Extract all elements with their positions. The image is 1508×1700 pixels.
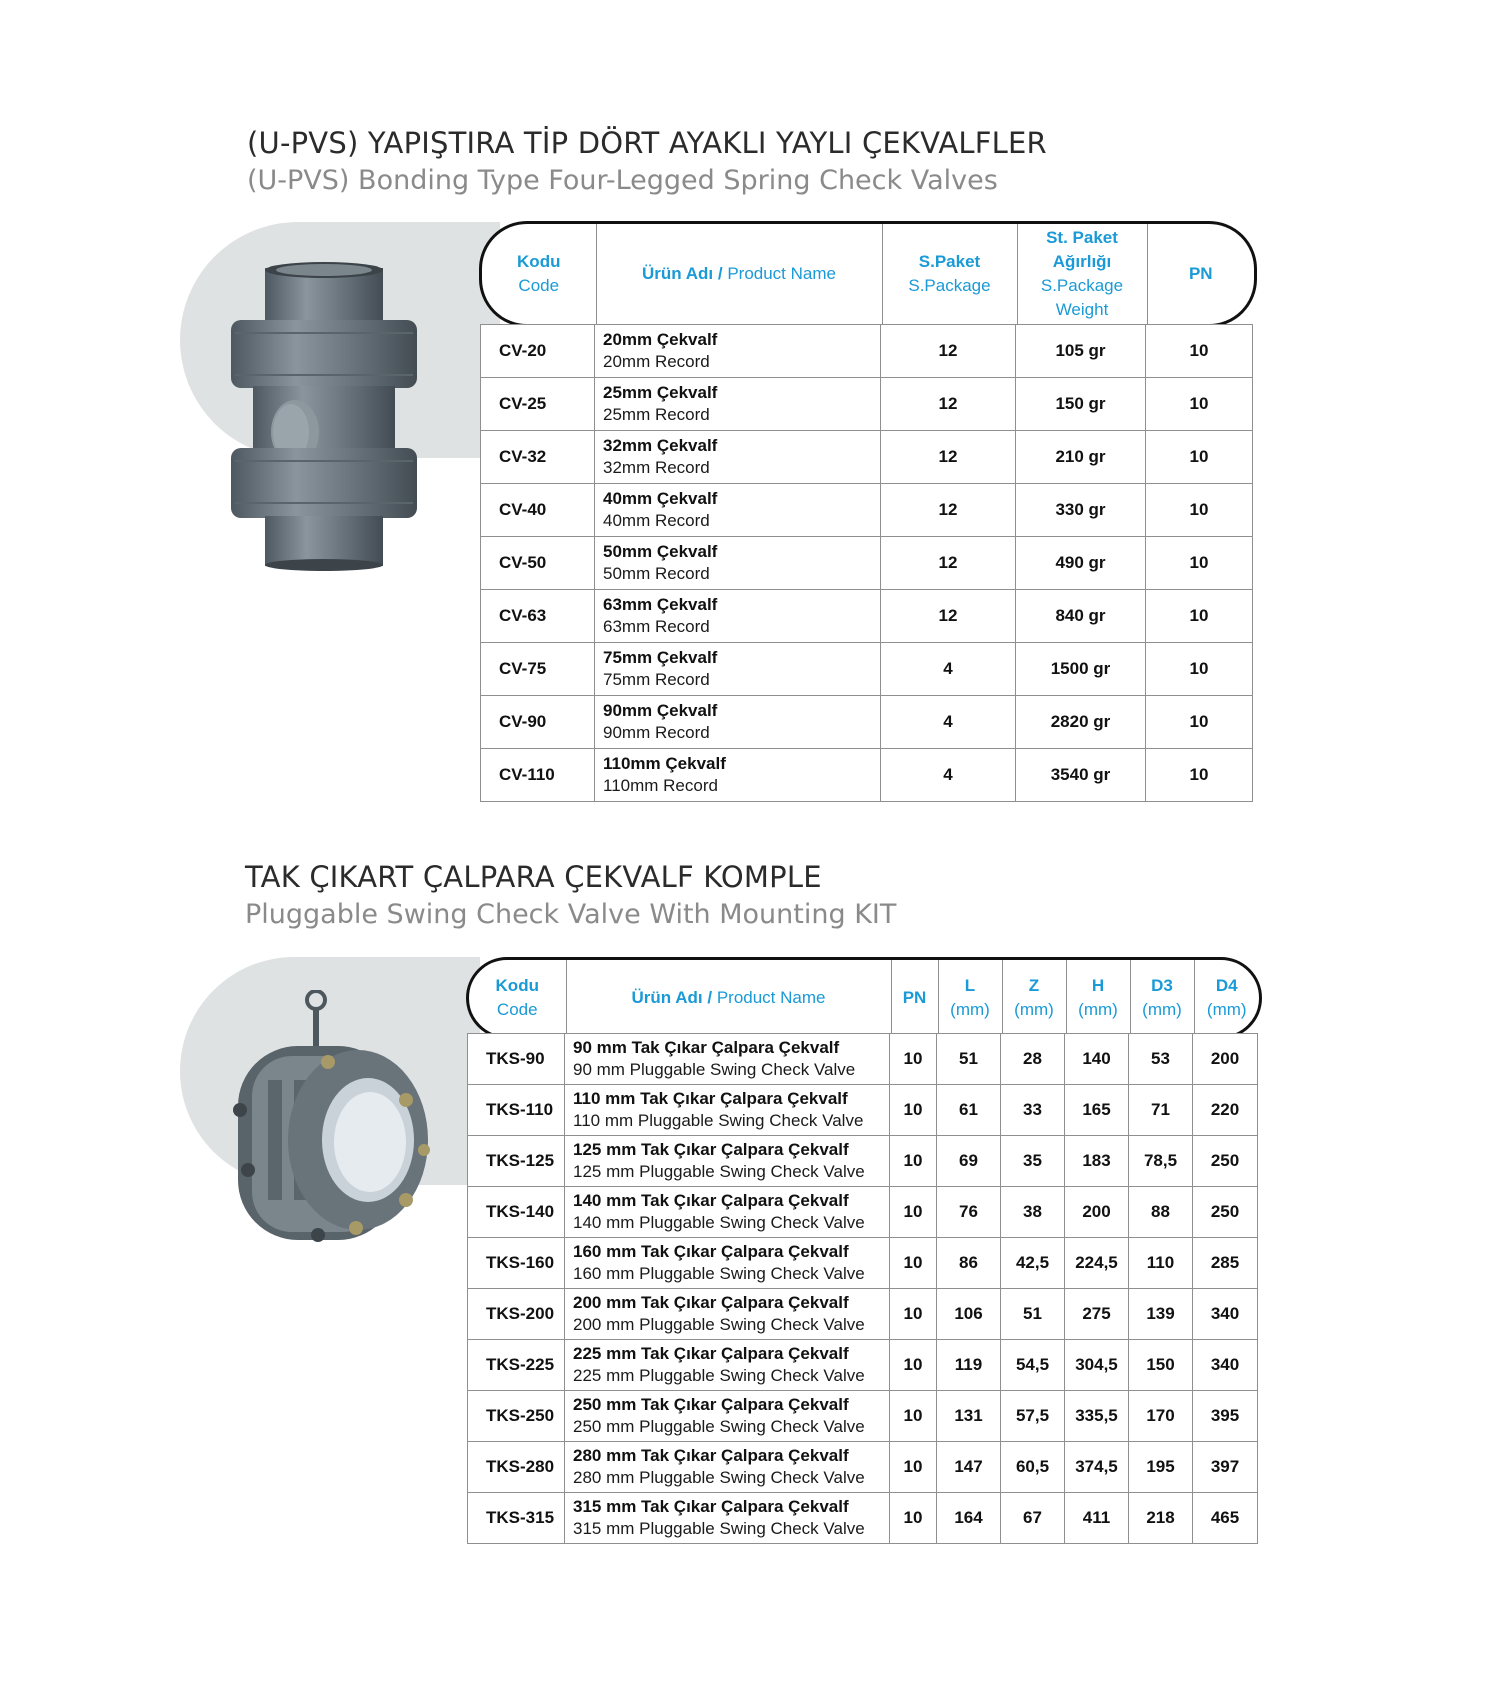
package-cell: 12 bbox=[881, 537, 1016, 590]
product-name-tr: 90 mm Tak Çıkar Çalpara Çekvalf bbox=[573, 1038, 840, 1057]
code-cell: TKS-250 bbox=[468, 1391, 565, 1442]
d4-cell: 340 bbox=[1193, 1289, 1258, 1340]
weight-cell: 105 gr bbox=[1016, 325, 1146, 378]
col-header-h: H (mm) bbox=[1066, 960, 1130, 1036]
d3-cell: 139 bbox=[1129, 1289, 1193, 1340]
product-name-cell bbox=[565, 1289, 890, 1340]
product-name-tr: 160 mm Tak Çıkar Çalpara Çekvalf bbox=[573, 1242, 849, 1261]
product-name-cell bbox=[595, 749, 881, 802]
code-cell: TKS-200 bbox=[468, 1289, 565, 1340]
table-row bbox=[468, 1289, 1258, 1340]
d4-cell: 397 bbox=[1193, 1442, 1258, 1493]
l-cell: 69 bbox=[937, 1136, 1001, 1187]
table-row bbox=[481, 590, 1253, 643]
product-name-cell bbox=[595, 643, 881, 696]
d4-cell: 220 bbox=[1193, 1085, 1258, 1136]
product-name-cell bbox=[565, 1340, 890, 1391]
product-name-cell bbox=[595, 537, 881, 590]
pn-cell: 10 bbox=[1146, 431, 1253, 484]
code-cell: CV-110 bbox=[481, 749, 595, 802]
code-cell: TKS-110 bbox=[468, 1085, 565, 1136]
d4-cell: 250 bbox=[1193, 1136, 1258, 1187]
table-row bbox=[468, 1034, 1258, 1085]
d3-cell: 88 bbox=[1129, 1187, 1193, 1238]
weight-cell: 2820 gr bbox=[1016, 696, 1146, 749]
l-cell: 86 bbox=[937, 1238, 1001, 1289]
h-cell: 411 bbox=[1065, 1493, 1129, 1544]
product-name-en: 110 mm Pluggable Swing Check Valve bbox=[573, 1111, 864, 1130]
table-row bbox=[468, 1187, 1258, 1238]
table-row bbox=[468, 1493, 1258, 1544]
l-cell: 119 bbox=[937, 1340, 1001, 1391]
z-cell: 54,5 bbox=[1001, 1340, 1065, 1391]
table-row bbox=[481, 431, 1253, 484]
product-name-tr: 25mm Çekvalf bbox=[603, 383, 718, 402]
d3-cell: 170 bbox=[1129, 1391, 1193, 1442]
product-name-en: 160 mm Pluggable Swing Check Valve bbox=[573, 1264, 865, 1283]
section1-title-en: (U-PVS) Bonding Type Four-Legged Spring Check Valves bbox=[247, 165, 998, 196]
product-name-en: 125 mm Pluggable Swing Check Valve bbox=[573, 1162, 865, 1181]
z-cell: 67 bbox=[1001, 1493, 1065, 1544]
pn-cell: 10 bbox=[890, 1442, 937, 1493]
code-cell: TKS-315 bbox=[468, 1493, 565, 1544]
d4-cell: 250 bbox=[1193, 1187, 1258, 1238]
product-name-tr: 250 mm Tak Çıkar Çalpara Çekvalf bbox=[573, 1395, 849, 1414]
d3-cell: 78,5 bbox=[1129, 1136, 1193, 1187]
pn-cell: 10 bbox=[890, 1034, 937, 1085]
weight-cell: 210 gr bbox=[1016, 431, 1146, 484]
code-cell: TKS-280 bbox=[468, 1442, 565, 1493]
code-cell: CV-63 bbox=[481, 590, 595, 643]
product-name-tr: 32mm Çekvalf bbox=[603, 436, 718, 455]
section1-table-header bbox=[479, 221, 1257, 327]
section2-table-header bbox=[466, 957, 1262, 1039]
product-name-tr: 110 mm Tak Çıkar Çalpara Çekvalf bbox=[573, 1089, 848, 1108]
product-name-cell bbox=[595, 590, 881, 643]
col-header-d4: D4 (mm) bbox=[1194, 960, 1259, 1036]
d4-cell: 395 bbox=[1193, 1391, 1258, 1442]
product-name-tr: 50mm Çekvalf bbox=[603, 542, 718, 561]
pn-cell: 10 bbox=[1146, 325, 1253, 378]
product-name-cell bbox=[565, 1442, 890, 1493]
z-cell: 28 bbox=[1001, 1034, 1065, 1085]
col-header-l: L (mm) bbox=[938, 960, 1002, 1036]
d3-cell: 53 bbox=[1129, 1034, 1193, 1085]
h-cell: 200 bbox=[1065, 1187, 1129, 1238]
pn-cell: 10 bbox=[890, 1340, 937, 1391]
d4-cell: 285 bbox=[1193, 1238, 1258, 1289]
pn-cell: 10 bbox=[890, 1289, 937, 1340]
pn-cell: 10 bbox=[1146, 537, 1253, 590]
product-name-tr: 225 mm Tak Çıkar Çalpara Çekvalf bbox=[573, 1344, 849, 1363]
col-header-d3: D3 (mm) bbox=[1130, 960, 1194, 1036]
product-name-tr: 125 mm Tak Çıkar Çalpara Çekvalf bbox=[573, 1140, 849, 1159]
d4-cell: 200 bbox=[1193, 1034, 1258, 1085]
pn-cell: 10 bbox=[1146, 696, 1253, 749]
code-cell: CV-75 bbox=[481, 643, 595, 696]
package-cell: 12 bbox=[881, 590, 1016, 643]
z-cell: 60,5 bbox=[1001, 1442, 1065, 1493]
section1-title bbox=[247, 124, 1447, 200]
h-cell: 335,5 bbox=[1065, 1391, 1129, 1442]
product-name-en: 110mm Record bbox=[603, 776, 718, 795]
weight-cell: 1500 gr bbox=[1016, 643, 1146, 696]
product-name-cell bbox=[565, 1085, 890, 1136]
product-name-en: 140 mm Pluggable Swing Check Valve bbox=[573, 1213, 865, 1232]
section2-title bbox=[245, 858, 1445, 934]
product-name-en: 90mm Record bbox=[603, 723, 710, 742]
product-name-en: 280 mm Pluggable Swing Check Valve bbox=[573, 1468, 865, 1487]
weight-cell: 490 gr bbox=[1016, 537, 1146, 590]
weight-cell: 3540 gr bbox=[1016, 749, 1146, 802]
l-cell: 147 bbox=[937, 1442, 1001, 1493]
h-cell: 304,5 bbox=[1065, 1340, 1129, 1391]
table-row bbox=[481, 696, 1253, 749]
product-name-tr: 200 mm Tak Çıkar Çalpara Çekvalf bbox=[573, 1293, 849, 1312]
product-name-en: 250 mm Pluggable Swing Check Valve bbox=[573, 1417, 865, 1436]
code-cell: CV-20 bbox=[481, 325, 595, 378]
product-name-cell bbox=[595, 696, 881, 749]
code-cell: CV-32 bbox=[481, 431, 595, 484]
col-header-product-name: Ürün Adı / Product Name bbox=[566, 960, 891, 1036]
package-cell: 4 bbox=[881, 643, 1016, 696]
l-cell: 106 bbox=[937, 1289, 1001, 1340]
l-cell: 76 bbox=[937, 1187, 1001, 1238]
product-name-cell bbox=[565, 1034, 890, 1085]
col-header-code: Kodu Code bbox=[517, 252, 561, 295]
code-cell: CV-25 bbox=[481, 378, 595, 431]
col-header-z: Z (mm) bbox=[1002, 960, 1066, 1036]
product-name-cell bbox=[565, 1187, 890, 1238]
pn-cell: 10 bbox=[1146, 378, 1253, 431]
table-row bbox=[468, 1085, 1258, 1136]
table-row bbox=[468, 1340, 1258, 1391]
section2-title-tr: TAK ÇIKART ÇALPARA ÇEKVALF KOMPLE bbox=[245, 860, 822, 894]
pn-cell: 10 bbox=[890, 1391, 937, 1442]
h-cell: 224,5 bbox=[1065, 1238, 1129, 1289]
weight-cell: 330 gr bbox=[1016, 484, 1146, 537]
section1-title-tr: (U-PVS) YAPIŞTIRA TİP DÖRT AYAKLI YAYLI ÇEKVALFLER bbox=[247, 126, 1047, 160]
section2-title-en: Pluggable Swing Check Valve With Mounting KIT bbox=[245, 899, 897, 930]
table-row bbox=[468, 1391, 1258, 1442]
pn-cell: 10 bbox=[890, 1085, 937, 1136]
z-cell: 38 bbox=[1001, 1187, 1065, 1238]
table-row bbox=[481, 537, 1253, 590]
product-name-en: 40mm Record bbox=[603, 511, 710, 530]
table-row bbox=[468, 1238, 1258, 1289]
product-name-cell bbox=[565, 1238, 890, 1289]
h-cell: 183 bbox=[1065, 1136, 1129, 1187]
spring-check-valve-image bbox=[225, 262, 425, 572]
product-name-tr: 110mm Çekvalf bbox=[603, 754, 726, 773]
product-name-en: 32mm Record bbox=[603, 458, 710, 477]
product-name-cell bbox=[595, 431, 881, 484]
col-header-package-weight: St. Paket Ağırlığı S.Package Weight bbox=[1017, 224, 1147, 324]
h-cell: 140 bbox=[1065, 1034, 1129, 1085]
product-name-tr: 140 mm Tak Çıkar Çalpara Çekvalf bbox=[573, 1191, 849, 1210]
h-cell: 275 bbox=[1065, 1289, 1129, 1340]
code-cell: CV-50 bbox=[481, 537, 595, 590]
product-name-tr: 280 mm Tak Çıkar Çalpara Çekvalf bbox=[573, 1446, 849, 1465]
pn-cell: 10 bbox=[1146, 643, 1253, 696]
product-name-tr: 90mm Çekvalf bbox=[603, 701, 718, 720]
d4-cell: 340 bbox=[1193, 1340, 1258, 1391]
table-row bbox=[468, 1136, 1258, 1187]
table-row bbox=[481, 749, 1253, 802]
code-cell: TKS-90 bbox=[468, 1034, 565, 1085]
table-row bbox=[481, 643, 1253, 696]
z-cell: 42,5 bbox=[1001, 1238, 1065, 1289]
product-name-tr: 315 mm Tak Çıkar Çalpara Çekvalf bbox=[573, 1497, 849, 1516]
code-cell: TKS-160 bbox=[468, 1238, 565, 1289]
d3-cell: 71 bbox=[1129, 1085, 1193, 1136]
col-header-product-name: Ürün Adı / Product Name bbox=[596, 224, 882, 324]
product-name-cell bbox=[565, 1493, 890, 1544]
product-name-en: 20mm Record bbox=[603, 352, 710, 371]
product-name-en: 315 mm Pluggable Swing Check Valve bbox=[573, 1519, 865, 1538]
section2-table bbox=[467, 1033, 1258, 1544]
h-cell: 165 bbox=[1065, 1085, 1129, 1136]
package-cell: 12 bbox=[881, 378, 1016, 431]
col-header-pn: PN bbox=[1147, 224, 1254, 324]
code-cell: CV-90 bbox=[481, 696, 595, 749]
product-name-tr: 63mm Çekvalf bbox=[603, 595, 718, 614]
table-row bbox=[481, 378, 1253, 431]
product-name-en: 63mm Record bbox=[603, 617, 710, 636]
pn-cell: 10 bbox=[890, 1493, 937, 1544]
product-name-tr: 20mm Çekvalf bbox=[603, 330, 718, 349]
swing-check-valve-image bbox=[228, 990, 448, 1260]
product-name-cell bbox=[565, 1391, 890, 1442]
z-cell: 51 bbox=[1001, 1289, 1065, 1340]
l-cell: 51 bbox=[937, 1034, 1001, 1085]
pn-cell: 10 bbox=[890, 1187, 937, 1238]
l-cell: 61 bbox=[937, 1085, 1001, 1136]
product-name-tr: 40mm Çekvalf bbox=[603, 489, 718, 508]
product-name-cell bbox=[565, 1136, 890, 1187]
pn-cell: 10 bbox=[890, 1238, 937, 1289]
section1-table bbox=[480, 324, 1253, 802]
code-cell: CV-40 bbox=[481, 484, 595, 537]
d3-cell: 195 bbox=[1129, 1442, 1193, 1493]
z-cell: 35 bbox=[1001, 1136, 1065, 1187]
product-name-cell bbox=[595, 325, 881, 378]
weight-cell: 150 gr bbox=[1016, 378, 1146, 431]
d3-cell: 150 bbox=[1129, 1340, 1193, 1391]
product-name-en: 90 mm Pluggable Swing Check Valve bbox=[573, 1060, 856, 1079]
z-cell: 57,5 bbox=[1001, 1391, 1065, 1442]
product-name-cell bbox=[595, 378, 881, 431]
product-name-en: 50mm Record bbox=[603, 564, 710, 583]
product-name-tr: 75mm Çekvalf bbox=[603, 648, 718, 667]
l-cell: 131 bbox=[937, 1391, 1001, 1442]
package-cell: 12 bbox=[881, 431, 1016, 484]
product-name-en: 75mm Record bbox=[603, 670, 710, 689]
package-cell: 4 bbox=[881, 696, 1016, 749]
code-cell: TKS-140 bbox=[468, 1187, 565, 1238]
col-header-code: Kodu Code bbox=[495, 976, 539, 1019]
pn-cell: 10 bbox=[1146, 749, 1253, 802]
d4-cell: 465 bbox=[1193, 1493, 1258, 1544]
d3-cell: 218 bbox=[1129, 1493, 1193, 1544]
code-cell: TKS-225 bbox=[468, 1340, 565, 1391]
package-cell: 4 bbox=[881, 749, 1016, 802]
pn-cell: 10 bbox=[890, 1136, 937, 1187]
weight-cell: 840 gr bbox=[1016, 590, 1146, 643]
product-name-en: 225 mm Pluggable Swing Check Valve bbox=[573, 1366, 865, 1385]
table-row bbox=[481, 325, 1253, 378]
package-cell: 12 bbox=[881, 484, 1016, 537]
col-header-pn: PN bbox=[891, 960, 938, 1036]
package-cell: 12 bbox=[881, 325, 1016, 378]
pn-cell: 10 bbox=[1146, 484, 1253, 537]
product-name-en: 25mm Record bbox=[603, 405, 710, 424]
product-name-cell bbox=[595, 484, 881, 537]
table-row bbox=[481, 484, 1253, 537]
code-cell: TKS-125 bbox=[468, 1136, 565, 1187]
pn-cell: 10 bbox=[1146, 590, 1253, 643]
product-name-en: 200 mm Pluggable Swing Check Valve bbox=[573, 1315, 865, 1334]
d3-cell: 110 bbox=[1129, 1238, 1193, 1289]
z-cell: 33 bbox=[1001, 1085, 1065, 1136]
table-row bbox=[468, 1442, 1258, 1493]
h-cell: 374,5 bbox=[1065, 1442, 1129, 1493]
l-cell: 164 bbox=[937, 1493, 1001, 1544]
col-header-package: S.Paket S.Package bbox=[882, 224, 1017, 324]
